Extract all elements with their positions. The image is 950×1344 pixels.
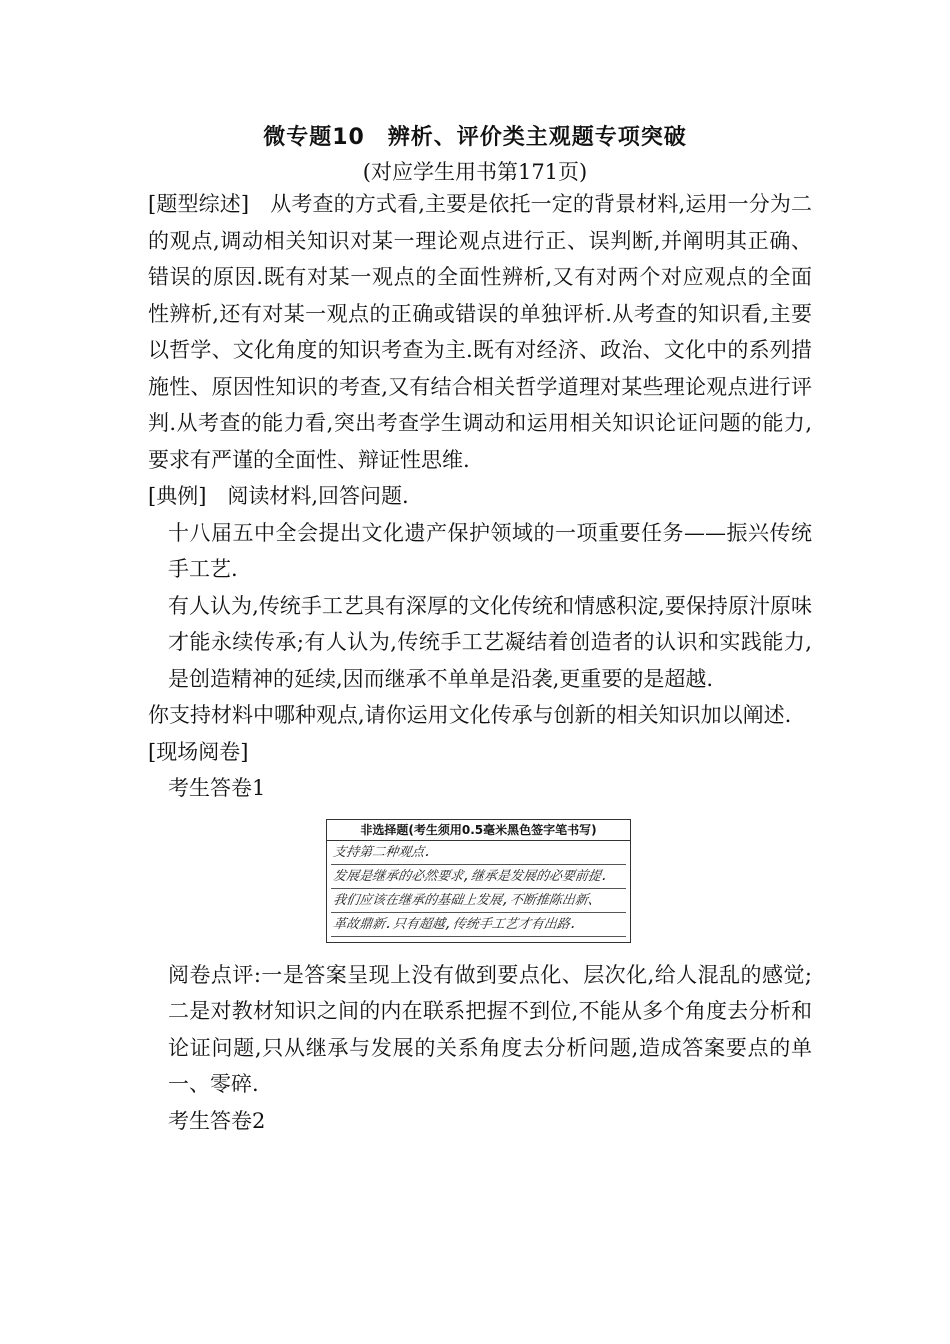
overview-paragraph: [题型综述] 从考查的方式看,主要是依托一定的背景材料,运用一分为二的观点,调动相关知识对某一理论观点进行正、误判断,并阐明其正确、错误的原因.既有对某一观点的全面性辨析,又有对两个对应观点的全面性辨析,还有对某一观点的正确或错误的单独评析.从考查的知识看,主要以哲学、文化角度的知识考查为主.既有对经济、政治、文化中的系列措施性、原因性知识的考查,又有结合相关哲学道理对某些理论观点进行评判.从考查的能力看,突出考查学生调动和运用相关知识论证问题的能力,要求有严谨的全面性、辩证性思维. <box>148 192 812 472</box>
question-paragraph: 你支持材料中哪种观点,请你运用文化传承与创新的相关知识加以阐述. <box>148 703 792 727</box>
example-label: [典例] 阅读材料,回答问题. <box>148 484 409 508</box>
answer2-label: 考生答卷2 <box>168 1108 266 1133</box>
handwritten-line: 革故鼎新.只有超越,传统手工艺才有出路. <box>332 916 579 932</box>
answer-sheet-image <box>326 819 631 943</box>
answer-sheet-rule <box>331 912 626 913</box>
material-paragraph-2: 有人认为,传统手工艺具有深厚的文化传统和情感积淀,要保持原汁原味才能永续传承;有人认为,传统手工艺凝结着创造者的认识和实践能力,是创造精神的延续,因而继承不单单是沿袭,更重要的是超越. <box>168 593 812 691</box>
page-subtitle: (对应学生用书第171页) <box>362 160 588 184</box>
document-body <box>148 186 812 1139</box>
handwritten-line: 支持第二种观点. <box>332 844 433 860</box>
material-paragraph-1: 十八届五中全会提出文化遗产保护领域的一项重要任务——振兴传统手工艺. <box>168 520 812 581</box>
answer-sheet-header: 非选择题(考生须用0.5毫米黑色签字笔书写) <box>327 820 630 841</box>
answer1-label: 考生答卷1 <box>168 776 266 800</box>
comment-paragraph: 阅卷点评:一是答案呈现上没有做到要点化、层次化,给人混乱的感觉;二是对教材知识之间的内在联系把握不到位,不能从多个角度去分析和论证问题,只从继承与发展的关系角度去分析问题,造成答案要点的单一、零碎. <box>168 962 812 1096</box>
answer-sheet-rule <box>331 864 626 865</box>
review-label: [现场阅卷] <box>148 739 249 764</box>
page-title: 微专题10 辨析、评价类主观题专项突破 <box>263 125 687 150</box>
handwritten-line: 我们应该在继承的基础上发展,不断推陈出新、 <box>332 892 602 908</box>
answer-sheet-rule <box>331 936 626 937</box>
answer-sheet-rule <box>331 888 626 889</box>
handwritten-line: 发展是继承的必然要求,继承是发展的必要前提. <box>332 868 610 884</box>
